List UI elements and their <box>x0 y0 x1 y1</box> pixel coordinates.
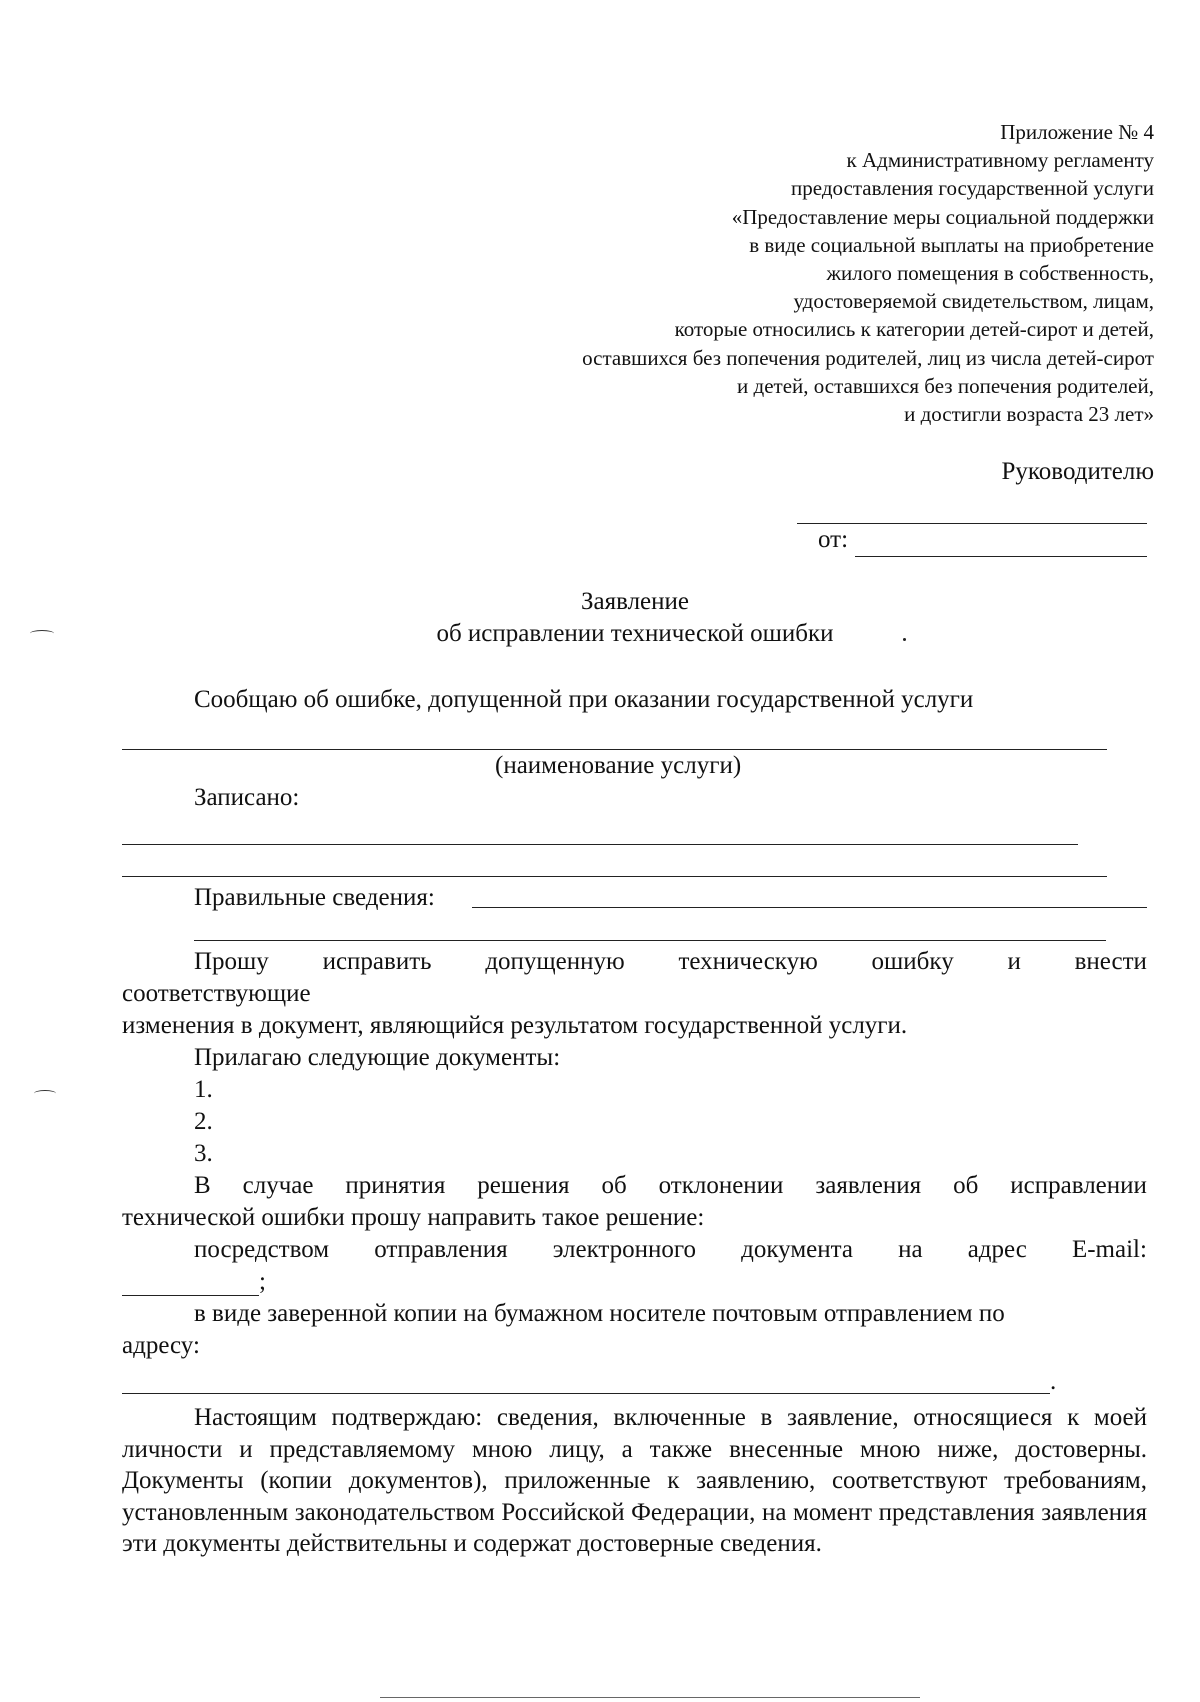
recorded-label: Записано: <box>194 784 300 811</box>
rejection-line-2: технической ошибки прошу направить такое решение: <box>122 1204 705 1231</box>
scan-artifact-mark <box>34 1090 56 1097</box>
email-word: E-mail: <box>1071 1236 1147 1263</box>
postal-address-line <box>122 1393 1050 1394</box>
appendix-line: и детей, оставшихся без попечения родителей, <box>737 373 1154 398</box>
attachment-item-2: 2. <box>194 1108 213 1135</box>
email-address-line <box>122 1295 259 1296</box>
rejection-word: исправлении <box>1010 1172 1147 1199</box>
request-word: ошибку <box>871 948 954 975</box>
request-word: и <box>1007 948 1021 975</box>
email-word: отправления <box>374 1236 508 1263</box>
request-word: Прошу <box>194 948 269 975</box>
email-word: документа <box>741 1236 853 1263</box>
service-caption: (наименование услуги) <box>495 752 742 779</box>
attachment-item-1: 1. <box>194 1076 213 1103</box>
rejection-word: решения <box>477 1172 570 1199</box>
bottom-edge-line <box>380 1697 920 1698</box>
email-option-line <box>194 1236 1147 1264</box>
document-title: Заявление <box>580 588 690 615</box>
rejection-word: случае <box>242 1172 314 1199</box>
email-word: адрес <box>967 1236 1027 1263</box>
request-line-1 <box>194 948 1147 976</box>
postal-address-end: . <box>1050 1368 1057 1395</box>
request-line-3: изменения в документ, являющийся результатом государственной услуги. <box>122 1012 908 1039</box>
request-word: исправить <box>322 948 432 975</box>
document-subtitle: об исправлении технической ошибки <box>436 620 834 647</box>
appendix-line: жилого помещения в собственность, <box>826 261 1154 286</box>
appendix-line: в виде социальной выплаты на приобретение <box>749 232 1154 257</box>
appendix-line: и достигли возраста 23 лет» <box>904 402 1154 427</box>
email-word: посредством <box>194 1236 330 1263</box>
appendix-line: Приложение № 4 <box>1000 120 1154 144</box>
correct-info-line-1 <box>472 907 1147 908</box>
addressee-title: Руководителю <box>1001 458 1154 485</box>
attachments-label: Прилагаю следующие документы: <box>194 1044 561 1071</box>
correct-info-line-2 <box>194 940 1106 941</box>
appendix-line: удостоверяемой свидетельством, лицам, <box>793 289 1154 314</box>
appendix-line: к Административному регламенту <box>846 148 1154 173</box>
appendix-header <box>582 118 1154 428</box>
recorded-line-1 <box>122 844 1078 845</box>
rejection-word: отклонении <box>658 1172 784 1199</box>
report-text: Сообщаю об ошибке, допущенной при оказании государственной услуги <box>194 686 974 713</box>
from-label: от: <box>818 526 849 553</box>
email-word: электронного <box>552 1236 697 1263</box>
rejection-word: В <box>194 1172 211 1199</box>
request-word: допущенную <box>485 948 625 975</box>
rejection-word: об <box>601 1172 627 1199</box>
service-name-line <box>122 749 1107 750</box>
correct-info-label: Правильные сведения: <box>194 884 435 911</box>
appendix-line: «Предоставление меры социальной поддержки <box>731 204 1154 229</box>
recorded-line-2 <box>122 876 1107 877</box>
request-line-2: соответствующие <box>122 980 311 1007</box>
from-name-line <box>855 556 1147 557</box>
rejection-line-1 <box>194 1172 1147 1200</box>
attachment-item-3: 3. <box>194 1140 213 1167</box>
rejection-word: об <box>953 1172 979 1199</box>
confirmation-paragraph <box>122 1402 1147 1560</box>
rejection-word: принятия <box>345 1172 446 1199</box>
request-word: техническую <box>678 948 818 975</box>
appendix-line: которые относились к категории детей-сирот и детей, <box>674 317 1154 342</box>
scan-dot <box>903 638 906 641</box>
email-word: на <box>898 1236 923 1263</box>
paper-option-line-2: адресу: <box>122 1332 200 1359</box>
rejection-word: заявления <box>815 1172 922 1199</box>
request-word: внести <box>1074 948 1147 975</box>
addressee-name-line <box>797 523 1147 524</box>
email-line-end: ; <box>259 1268 266 1295</box>
paper-option-line-1: в виде заверенной копии на бумажном носителе почтовым отправлением по <box>194 1300 1005 1327</box>
appendix-line: оставшихся без попечения родителей, лиц из числа детей-сирот <box>582 345 1154 370</box>
scan-artifact-mark <box>30 630 54 637</box>
appendix-line: предоставления государственной услуги <box>791 176 1154 201</box>
confirmation-text: Настоящим подтверждаю: сведения, включенные в заявление, относящиеся к моей личности и представляемому мною лицу, а также внесенные мною ниже, достоверны. Документы (копии документов), приложенные к заявлению, соответствуют требованиям, установленным законодательством Российской Федерации, на момент представления заявления эти документы действительны и содержат достоверные сведения. <box>122 1404 1147 1558</box>
